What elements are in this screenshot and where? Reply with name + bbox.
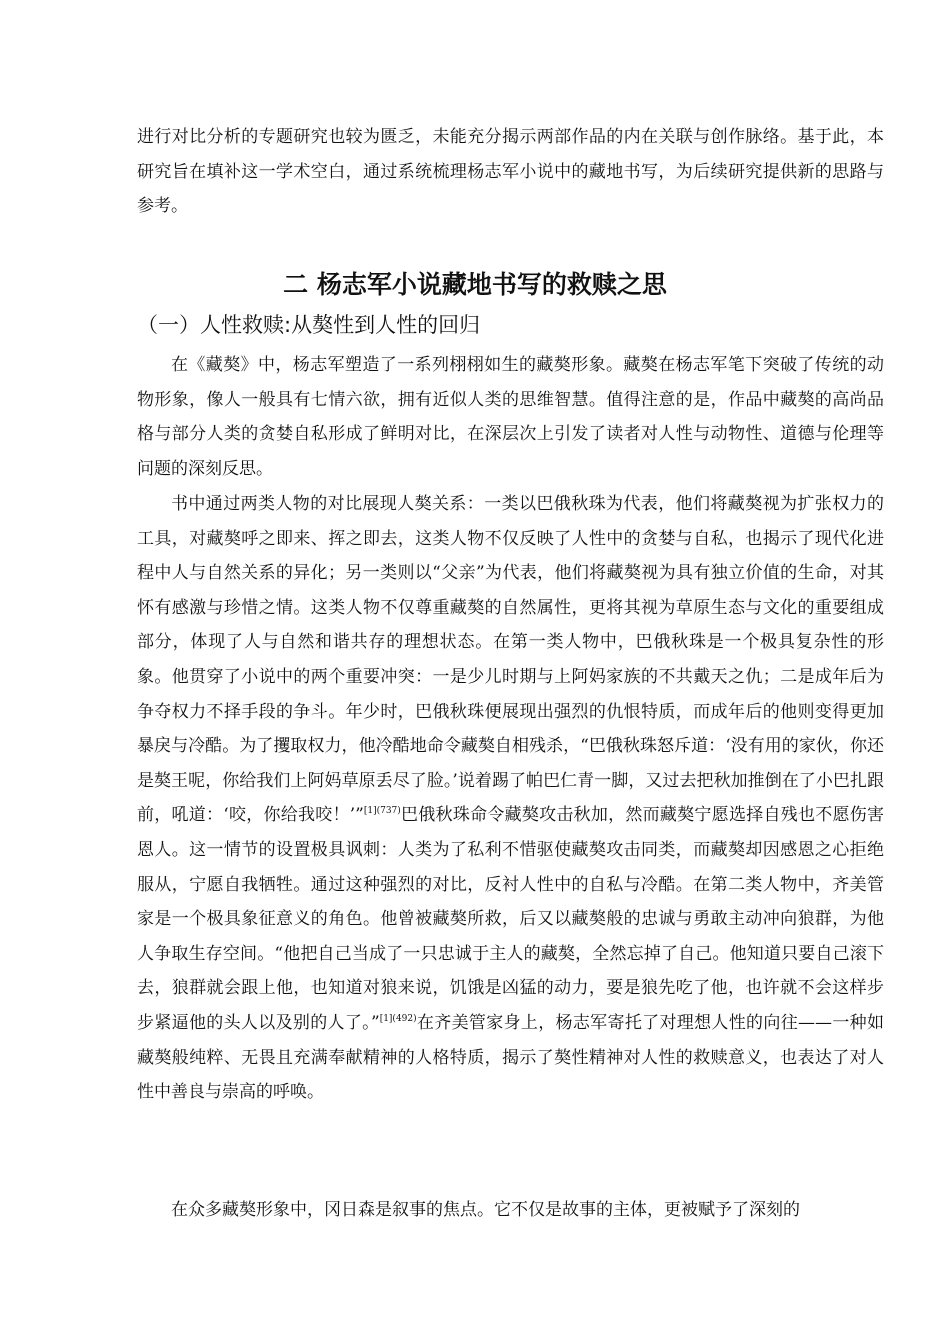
body-paragraph-1: 在《藏獒》中，杨志军塑造了一系列栩栩如生的藏獒形象。藏獒在杨志军笔下突破了传统的动物形象，像人一般具有七情六欲，拥有近似人类的思维智慧。值得注意的是，作品中藏獒的高尚品格与部分人类的贪婪自私形成了鲜明对比，在深层次上引发了读者对人性与动物性、道德与伦理等问题的深刻反思。 [137,355,884,479]
body-paragraph-2 [137,487,884,1110]
paragraph-text: 巴俄秋珠命令藏獒攻击秋加，然而藏獒宁愿选择自残也不愿伤害恩人。这一情节的设置极具讽刺：人类为了私利不惜驱使藏獒攻击同类，而藏獒却因感恩之心拒绝服从，宁愿自我牺牲。通过这种强烈的对比，反衬人性中的自私与冷酷。在第二类人物中，齐美管家是一个极具象征意义的角色。他曾被藏獒所救，后又以藏獒般的忠诚与勇敢主动冲向狼群，为他人争取生存空间。“他把自己当成了一只忠诚于主人的藏獒，全然忘掉了自己。他知道只要自己滚下去，狼群就会跟上他，也知道对狼来说，饥饿是凶猛的动力，要是狼先吃了他，也许就不会这样步步紧逼他的头人以及别的人了。” [137,805,884,1033]
citation-marker: [1](492) [379,1013,417,1024]
chapter-heading: 二 杨志军小说藏地书写的救赎之思 [283,270,667,299]
intro-paragraph: 进行对比分析的专题研究也较为匮乏，未能充分揭示两部作品的内在关联与创作脉络。基于此，本研究旨在填补这一学术空白，通过系统梳理杨志军小说中的藏地书写，为后续研究提供新的思路与参考。 [137,127,884,217]
citation-marker: [1](737) [363,806,401,817]
section-heading: （一）人性救赎:从獒性到人性的回归 [137,313,481,337]
body-paragraph-3: 在众多藏獒形象中，冈日森是叙事的焦点。它不仅是故事的主体，更被赋予了深刻的 [171,1200,800,1220]
paragraph-text: 在齐美管家身上，杨志军寄托了对理想人性的向往——一种如藏獒般纯粹、无畏且充满奉献精神的人格特质，揭示了獒性精神对人性的救赎意义，也表达了对人性中善良与崇高的呼唤。 [137,1012,884,1103]
paragraph-text: 书中通过两类人物的对比展现人獒关系：一类以巴俄秋珠为代表，他们将藏獒视为扩张权力的工具，对藏獒呼之即来、挥之即去，这类人物不仅反映了人性中的贪婪与自私，也揭示了现代化进程中人与自然关系的异化；另一类则以“父亲”为代表，他们将藏獒视为具有独立价值的生命，对其怀有感激与珍惜之情。这类人物不仅尊重藏獒的自然属性，更将其视为草原生态与文化的重要组成部分，体现了人与自然和谐共存的理想状态。在第一类人物中，巴俄秋珠是一个极具复杂性的形象。他贯穿了小说中的两个重要冲突：一是少儿时期与上阿妈家族的不共戴天之仇；二是成年后为争夺权力不择手段的争斗。年少时，巴俄秋珠便展现出强烈的仇恨特质，而成年后的他则变得更加暴戾与冷酷。为了攫取权力，他冷酷地命令藏獒自相残杀，“巴俄秋珠怒斥道：‘没有用的家伙，你还是獒王呢，你给我们上阿妈草原丢尽了脸。’说着踢了帕巴仁青一脚，又过去把秋加推倒在了小巴扎跟前，吼道：‘咬，你给我咬！’” [137,494,884,826]
